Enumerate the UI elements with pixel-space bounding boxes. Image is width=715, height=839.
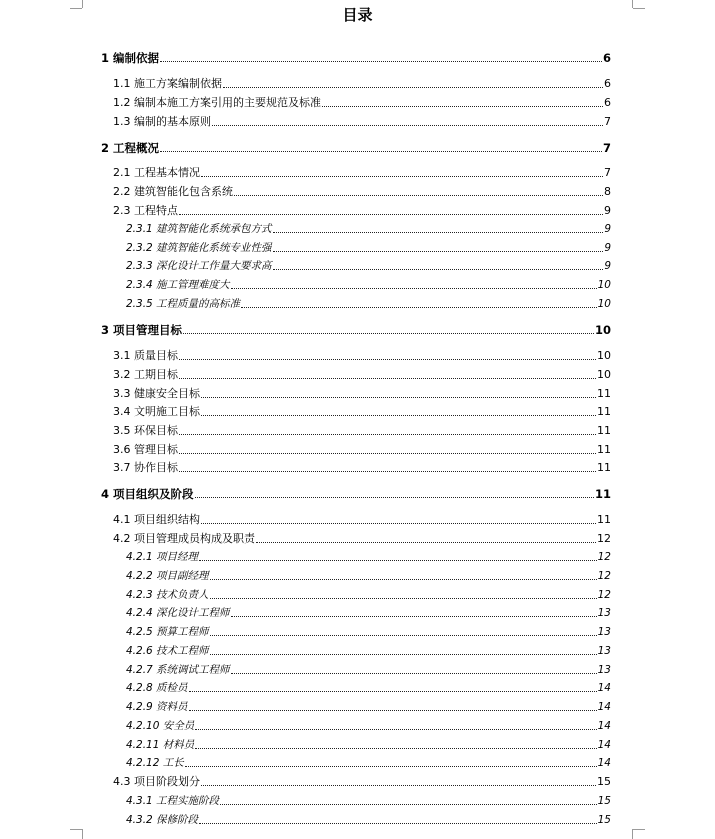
- toc-entry-level-3[interactable]: [126, 700, 611, 714]
- toc-entry-text: 4.2.4 深化设计工程师: [126, 607, 230, 619]
- toc-entry-level-3[interactable]: [126, 588, 611, 602]
- toc-page-number: 14: [597, 757, 611, 769]
- toc-entry-text: 1 编制依据: [101, 51, 160, 65]
- toc-entry-text: 4.2.11 材料员: [126, 739, 195, 751]
- toc-leader-dots: [195, 497, 594, 498]
- toc-entry-level-2[interactable]: [113, 443, 611, 457]
- toc-page-number: 10: [597, 279, 611, 291]
- toc-leader-dots: [179, 453, 596, 454]
- toc-entry-level-3[interactable]: [126, 278, 611, 292]
- toc-page-number: 11: [597, 424, 611, 437]
- toc-page-number: 14: [597, 682, 611, 694]
- toc-entry-text: 4.2.6 技术工程师: [126, 645, 209, 657]
- toc-entry-level-3[interactable]: [126, 681, 611, 695]
- toc-page-number: 9: [604, 260, 611, 272]
- toc-page-number: 6: [602, 51, 611, 65]
- toc-leader-dots: [231, 616, 597, 617]
- toc-entry-text: 4.2.10 安全员: [126, 720, 195, 732]
- toc-leader-dots: [234, 195, 603, 196]
- toc-page-number: 12: [597, 532, 611, 545]
- toc-page-number: 14: [597, 739, 611, 751]
- toc-leader-dots: [210, 579, 597, 580]
- toc-leader-dots: [195, 748, 596, 749]
- toc-entry-text: 3.4 文明施工目标: [113, 405, 200, 418]
- toc-page-number: 13: [597, 645, 611, 657]
- toc-page-number: 14: [597, 720, 611, 732]
- toc-leader-dots: [179, 214, 603, 215]
- toc-leader-dots: [201, 785, 596, 786]
- toc-entry-level-3[interactable]: [126, 813, 611, 827]
- toc-entry-level-3[interactable]: [126, 663, 611, 677]
- toc-leader-dots: [189, 691, 597, 692]
- toc-page-number: 11: [597, 387, 611, 400]
- toc-entry-level-3[interactable]: [126, 644, 611, 658]
- toc-entry-text: 1.3 编制的基本原则: [113, 115, 211, 128]
- toc-page-number: 11: [597, 461, 611, 474]
- toc-page-number: 13: [597, 664, 611, 676]
- toc-entry-level-2[interactable]: [113, 405, 611, 419]
- toc-leader-dots: [273, 232, 604, 233]
- toc-entry-level-3[interactable]: [126, 550, 611, 564]
- toc-entry-level-3[interactable]: [126, 606, 611, 620]
- toc-entry-text: 1.1 施工方案编制依据: [113, 77, 222, 90]
- toc-entry-text: 2 工程概况: [101, 141, 160, 155]
- toc-leader-dots: [210, 598, 597, 599]
- toc-entry-text: 4.2.1 项目经理: [126, 551, 199, 563]
- toc-entry-text: 2.3.4 施工管理难度大: [126, 279, 230, 291]
- toc-entry-text: 4 项目组织及阶段: [101, 487, 194, 501]
- toc-entry-level-2[interactable]: [113, 387, 611, 401]
- toc-page-number: 9: [604, 242, 611, 254]
- toc-page-number: 13: [597, 607, 611, 619]
- toc-entry-level-2[interactable]: [113, 115, 611, 129]
- toc-entry-text: 4.2.5 预算工程师: [126, 626, 209, 638]
- toc-page-number: 7: [604, 115, 611, 128]
- toc-entry-text: 4.3.2 保修阶段: [126, 814, 199, 826]
- toc-entry-level-3[interactable]: [126, 738, 611, 752]
- toc-page-number: 15: [597, 814, 611, 826]
- toc-entry-text: 3.6 管理目标: [113, 443, 178, 456]
- toc-leader-dots: [160, 151, 602, 152]
- toc-page-number: 7: [604, 166, 611, 179]
- toc-entry-level-2[interactable]: [113, 368, 611, 382]
- toc-leader-dots: [201, 176, 603, 177]
- crop-mark-bottom-right-v: [632, 829, 633, 839]
- toc-page-number: 11: [594, 487, 611, 501]
- toc-entry-text: 3.1 质量目标: [113, 349, 178, 362]
- toc-entry-level-3[interactable]: [126, 719, 611, 733]
- toc-page-number: 9: [604, 223, 611, 235]
- toc-leader-dots: [220, 804, 597, 805]
- toc-leader-dots: [212, 125, 603, 126]
- toc-leader-dots: [273, 269, 604, 270]
- crop-mark-bottom-left-h: [70, 829, 82, 830]
- toc-entry-text: 2.3.3 深化设计工作量大要求高: [126, 260, 272, 272]
- toc-leader-dots: [183, 333, 594, 334]
- toc-entry-level-3[interactable]: [126, 756, 611, 770]
- toc-page-number: 10: [594, 323, 611, 337]
- toc-entry-level-2[interactable]: [113, 77, 611, 91]
- toc-entry-level-2[interactable]: [113, 424, 611, 438]
- toc-entry-level-2[interactable]: [113, 513, 611, 527]
- toc-entry-text: 3.5 环保目标: [113, 424, 178, 437]
- toc-entry-text: 4.1 项目组织结构: [113, 513, 200, 526]
- toc-leader-dots: [195, 729, 596, 730]
- toc-page-number: 13: [597, 626, 611, 638]
- toc-entry-text: 3.2 工期目标: [113, 368, 178, 381]
- toc-entry-level-2[interactable]: [113, 532, 611, 546]
- toc-entry-text: 4.2 项目管理成员构成及职责: [113, 532, 255, 545]
- toc-entry-text: 4.2.3 技术负责人: [126, 589, 209, 601]
- toc-leader-dots: [210, 654, 597, 655]
- toc-entry-level-1[interactable]: [101, 323, 611, 337]
- toc-leader-dots: [231, 288, 597, 289]
- toc-page-number: 8: [604, 185, 611, 198]
- toc-page-number: 14: [597, 701, 611, 713]
- toc-page-number: 6: [604, 96, 611, 109]
- toc-leader-dots: [160, 61, 602, 62]
- toc-entry-text: 2.3.1 建筑智能化系统承包方式: [126, 223, 272, 235]
- toc-entry-level-3[interactable]: [126, 569, 611, 583]
- toc-page-number: 9: [604, 204, 611, 217]
- toc-leader-dots: [273, 251, 604, 252]
- toc-leader-dots: [256, 542, 596, 543]
- toc-entry-text: 2.3.2 建筑智能化系统专业性强: [126, 242, 272, 254]
- toc-entry-text: 2.3 工程特点: [113, 204, 178, 217]
- toc-leader-dots: [189, 710, 597, 711]
- toc-page-number: 15: [597, 795, 611, 807]
- toc-entry-level-3[interactable]: [126, 794, 611, 808]
- toc-entry-level-1[interactable]: [101, 487, 611, 501]
- toc-page-number: 10: [597, 349, 611, 362]
- toc-entry-level-3[interactable]: [126, 625, 611, 639]
- toc-leader-dots: [241, 307, 597, 308]
- toc-page-number: 10: [597, 368, 611, 381]
- toc-entry-level-3[interactable]: [126, 259, 611, 273]
- toc-page-number: 11: [597, 443, 611, 456]
- toc-leader-dots: [179, 359, 596, 360]
- toc-leader-dots: [179, 434, 596, 435]
- toc-entry-text: 4.3.1 工程实施阶段: [126, 795, 220, 807]
- toc-leader-dots: [223, 87, 603, 88]
- toc-entry-text: 4.2.8 质检员: [126, 682, 188, 694]
- toc-entry-level-2[interactable]: [113, 461, 611, 475]
- toc-entry-level-2[interactable]: [113, 96, 611, 110]
- toc-page-number: 11: [597, 513, 611, 526]
- toc-page-number: 10: [597, 298, 611, 310]
- toc-page-number: 15: [597, 775, 611, 788]
- toc-entry-text: 2.1 工程基本情况: [113, 166, 200, 179]
- toc-entry-text: 4.3 项目阶段划分: [113, 775, 200, 788]
- toc-page-number: 12: [597, 551, 611, 563]
- toc-entry-level-2[interactable]: [113, 185, 611, 199]
- toc-page-number: 11: [597, 405, 611, 418]
- toc-entry-text: 4.2.12 工长: [126, 757, 184, 769]
- toc-entry-level-2[interactable]: [113, 204, 611, 218]
- page-title: 目录: [342, 6, 373, 24]
- toc-entry-level-2[interactable]: [113, 775, 611, 789]
- toc-entry-text: 2.3.5 工程质量的高标准: [126, 298, 241, 310]
- toc-entry-level-1[interactable]: [101, 51, 611, 65]
- toc-leader-dots: [179, 378, 596, 379]
- toc-entry-text: 4.2.7 系统调试工程师: [126, 664, 230, 676]
- toc-leader-dots: [201, 397, 596, 398]
- toc-entry-level-3[interactable]: [126, 241, 611, 255]
- crop-mark-bottom-right-h: [633, 829, 645, 830]
- toc-page-number: 7: [602, 141, 611, 155]
- toc-entry-level-2[interactable]: [113, 349, 611, 363]
- toc-entry-level-2[interactable]: [113, 166, 611, 180]
- toc-entry-text: 4.2.9 资料员: [126, 701, 188, 713]
- toc-leader-dots: [231, 673, 597, 674]
- toc-entry-level-1[interactable]: [101, 141, 611, 155]
- toc-leader-dots: [201, 523, 596, 524]
- crop-mark-bottom-left-v: [82, 829, 83, 839]
- toc-leader-dots: [210, 635, 597, 636]
- toc-leader-dots: [199, 823, 597, 824]
- toc-page-number: 12: [597, 589, 611, 601]
- toc-leader-dots: [201, 415, 596, 416]
- toc-entry-text: 4.2.2 项目副经理: [126, 570, 209, 582]
- toc-page-number: 12: [597, 570, 611, 582]
- toc-entry-text: 1.2 编制本施工方案引用的主要规范及标准: [113, 96, 321, 109]
- toc-leader-dots: [199, 560, 597, 561]
- toc-leader-dots: [185, 766, 597, 767]
- toc-entry-level-3[interactable]: [126, 297, 611, 311]
- toc-entry-text: 3.7 协作目标: [113, 461, 178, 474]
- toc-page-number: 6: [604, 77, 611, 90]
- toc-leader-dots: [179, 471, 596, 472]
- toc-entry-text: 2.2 建筑智能化包含系统: [113, 185, 233, 198]
- toc-entry-text: 3 项目管理目标: [101, 323, 183, 337]
- toc-entry-level-3[interactable]: [126, 222, 611, 236]
- toc-leader-dots: [322, 106, 603, 107]
- toc-entry-text: 3.3 健康安全目标: [113, 387, 200, 400]
